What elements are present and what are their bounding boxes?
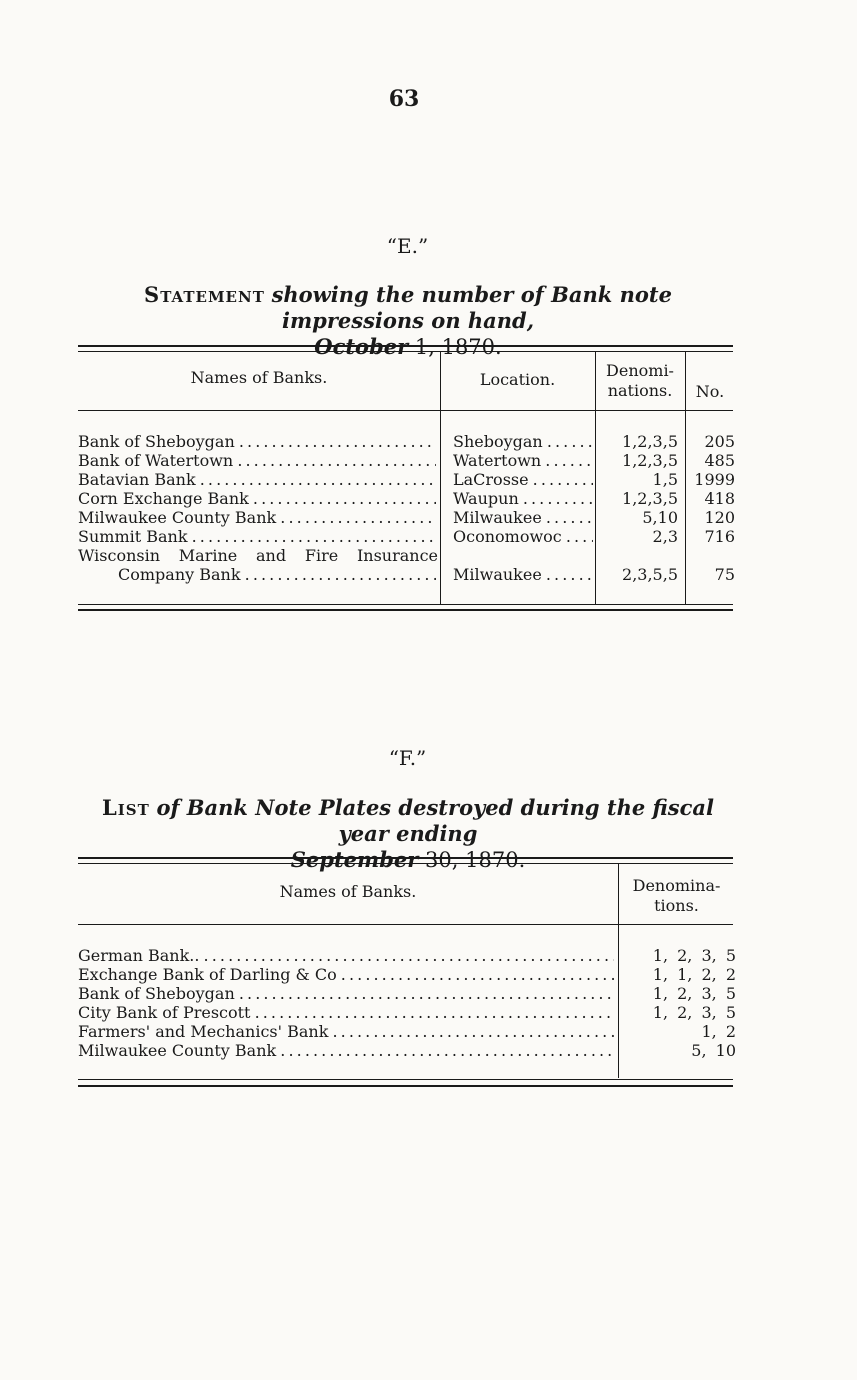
bank-name [78,508,436,527]
count: 485 [704,451,735,470]
count: 1999 [694,470,735,489]
bank-name-text: Summit Bank [78,527,188,546]
location [453,508,593,527]
denominations: 5,10 [642,508,678,527]
header-denominations-line1: Denomi- [606,361,674,380]
header-no: No. [695,382,725,401]
bank-name: Wisconsin Marine and Fire Insurance [78,546,438,565]
denominations: 2,3 [652,527,678,546]
table-row [78,984,737,1003]
denominations: 1,5 [652,470,678,489]
bank-name [78,1003,614,1022]
denominations: 1,2,3,5 [622,451,678,470]
count: 418 [704,489,735,508]
bank-name-line2: Company Bank [118,565,241,584]
location [453,489,593,508]
location [453,565,593,584]
table-row [78,946,737,965]
header-denominations-line1: Denomina- [632,876,721,895]
bank-name-text: Bank of Watertown [78,451,234,470]
bank-name-text: Bank of Sheboygan [78,984,235,1003]
table-f-top-rule [78,857,733,859]
heading-lead: List [101,795,150,820]
header-location: Location. [479,370,556,389]
denominations: 1, 2 [701,1022,736,1041]
location [453,451,593,470]
table-f-header-rule [78,924,733,925]
table-row [78,489,735,508]
heading-text: of Bank Note Plates destroyed during the fiscal year ending [156,795,714,846]
header-names: Names of Banks. [190,368,328,387]
bank-name-text: Corn Exchange Bank [78,489,249,508]
location-text: Watertown [453,451,542,470]
location-text: Waupun [453,489,519,508]
denominations: 1, 2, 3, 5 [652,946,736,965]
page-number: 63 [388,86,420,112]
count: 75 [714,565,735,584]
count: 205 [704,432,735,451]
table-e-bottom-rule-thick [78,609,733,611]
count: 716 [704,527,735,546]
bank-name-text: City Bank of Prescott [78,1003,251,1022]
heading-lead: Statement [144,282,265,307]
bank-name-text: Farmers' and Mechanics' Bank [78,1022,329,1041]
location [453,527,593,546]
table-row [78,527,735,546]
location-text: Sheboygan [453,432,543,451]
table-e-header-rule [78,410,733,411]
bank-name [78,965,614,984]
location [453,470,593,489]
table-e-top-rule [78,345,733,347]
section-e-heading [78,282,738,360]
bank-name [118,565,436,584]
table-row [78,432,735,451]
header-denominations-line2: nations. [607,381,673,400]
heading-date-month: September [290,847,419,872]
location-text: Milwaukee [453,508,542,527]
location-text: LaCrosse [453,470,529,489]
header-denominations [595,361,685,401]
bank-name [78,1022,614,1041]
bank-name-text: Batavian Bank [78,470,196,489]
denominations: 1,2,3,5 [622,489,678,508]
heading-date-month: October [314,334,409,359]
header-names: Names of Banks. [279,882,417,901]
location-text: Milwaukee [453,565,542,584]
table-row [78,546,735,565]
table-row [78,565,735,584]
bank-name-text: Exchange Bank of Darling & Co [78,965,337,984]
table-row [78,470,735,489]
section-f-heading [78,795,738,873]
table-row [78,451,735,470]
table-e-top-rule-thin [78,351,733,352]
denominations: 5, 10 [691,1041,736,1060]
header-denominations [618,876,735,916]
table-f-top-rule-thin [78,863,733,864]
table-row [78,1022,737,1041]
bank-name [78,946,614,965]
table-f-bottom-rule [78,1079,733,1080]
denominations: 1, 1, 2, 2 [652,965,736,984]
bank-name-text: Milwaukee County Bank [78,508,277,527]
heading-text: showing the number of Bank note impressions on hand, [271,282,672,333]
bank-name [78,451,436,470]
bank-name-text: Bank of Sheboygan [78,432,235,451]
table-row [78,965,737,984]
count: 120 [704,508,735,527]
table-row [78,508,735,527]
bank-name-text: German Bank.. [78,946,200,965]
location-text: Oconomowoc [453,527,562,546]
bank-name-text: Milwaukee County Bank [78,1041,277,1060]
location [453,432,593,451]
section-f-letter: “F.” [388,746,427,770]
table-f-bottom-rule-thick [78,1085,733,1087]
table-e-bottom-rule [78,604,733,605]
heading-date-rest: 1, 1870. [414,335,502,359]
denominations: 2,3,5,5 [622,565,678,584]
table-row [78,1041,737,1060]
header-denominations-line2: tions. [654,896,699,915]
table-row [78,1003,737,1022]
denominations: 1, 2, 3, 5 [652,984,736,1003]
denominations: 1,2,3,5 [622,432,678,451]
bank-name [78,984,614,1003]
denominations: 1, 2, 3, 5 [652,1003,736,1022]
heading-date-rest: 30, 1870. [425,848,526,872]
bank-name [78,527,436,546]
section-e-letter: “E.” [386,234,429,258]
bank-name [78,489,436,508]
bank-name [78,470,436,489]
bank-name [78,1041,614,1060]
bank-name [78,432,436,451]
